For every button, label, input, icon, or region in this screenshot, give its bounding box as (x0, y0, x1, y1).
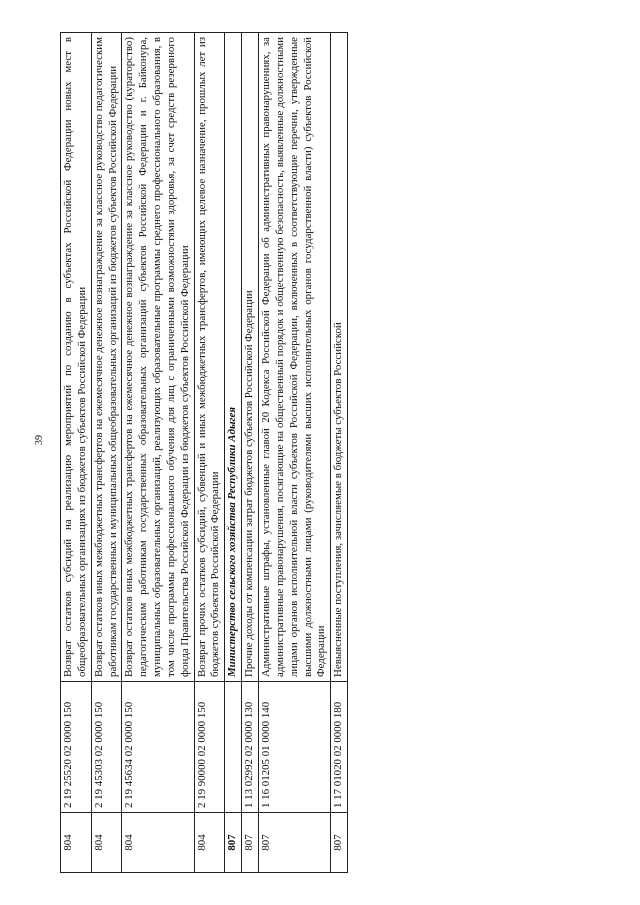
admin-code-cell: 807 (242, 813, 259, 873)
page-number: 39 (34, 435, 45, 445)
table-row (91, 33, 122, 873)
description-cell: Возврат прочих остатков субсидий, субвенций и иных межбюджетных трансфертов, имеющих целевое назначение, прошлых лет из бюджетов субъектов Российской Федерации (194, 33, 225, 682)
table-row (258, 33, 330, 873)
table-row (194, 33, 225, 873)
admin-code-cell: 804 (91, 813, 122, 873)
section-title-cell: Министерство сельского хозяйства Республики Адыгея (225, 33, 242, 682)
budget-code-cell (225, 682, 242, 813)
budget-code-cell: 1 13 02992 02 0000 130 (242, 682, 259, 813)
revenue-codes-table (60, 32, 348, 873)
table-row (331, 33, 348, 873)
admin-code-cell: 807 (331, 813, 348, 873)
budget-code-cell: 1 16 01205 01 0000 140 (258, 682, 330, 813)
table-row (122, 33, 194, 873)
admin-code-cell: 804 (194, 813, 225, 873)
table-row (61, 33, 92, 873)
budget-code-cell: 2 19 90000 02 0000 150 (194, 682, 225, 813)
admin-code-cell: 804 (122, 813, 194, 873)
table-row (242, 33, 259, 873)
description-cell: Прочие доходы от компенсации затрат бюджетов субъектов Российской Федерации (242, 33, 259, 682)
revenue-codes-table-rotated (60, 32, 581, 873)
description-cell: Невыясненные поступления, зачисляемые в бюджеты субъектов Российской (331, 33, 348, 682)
budget-code-cell: 2 19 45303 02 0000 150 (91, 682, 122, 813)
section-header-row (225, 33, 242, 873)
description-cell: Возврат остатков субсидий на реализацию мероприятий по созданию в субъектах Российской Федерации новых мест в общеобразовательных организациях из бюджетов субъектов Российской Федерации (61, 33, 92, 682)
description-cell: Возврат остатков иных межбюджетных трансфертов на ежемесячное денежное вознаграждение за классное руководство педагогическим работникам государственных и муниципальных общеобразовательных организаций из бюджетов субъектов Российской Федерации (91, 33, 122, 682)
admin-code-cell: 807 (225, 813, 242, 873)
admin-code-cell: 807 (258, 813, 330, 873)
budget-code-cell: 2 19 45634 02 0000 150 (122, 682, 194, 813)
description-cell: Возврат остатков иных межбюджетных трансфертов на ежемесячное денежное вознаграждение за классное руководство (кураторство) педагогическим работникам государственных образовательных организаций субъектов Российской Федерации и г. Байконура, муниципальных образовательных организаций, реализующих образовательные программы среднего профессионального образования, в том числе программы профессионального обучения для лиц с ограниченными возможностями здоровья, за счет средств резервного фонда Правительства Российской Федерации из бюджетов субъектов Российской Федерации (122, 33, 194, 682)
budget-code-cell: 2 19 25520 02 0000 150 (61, 682, 92, 813)
admin-code-cell: 804 (61, 813, 92, 873)
description-cell: Административные штрафы, установленные главой 20 Кодекса Российской Федерации об административных правонарушениях, за административные правонарушения, посягающие на общественный порядок и общественную безопасность, выявленные должностными лицами органов исполнительной власти субъектов Российской Федерации, включенных в соответствующие перечни, утвержденные высшими должностными лицами (руководителями высших исполнительных органов государственной власти) субъектов Российской Федерации (258, 33, 330, 682)
budget-code-cell: 1 17 01020 02 0000 180 (331, 682, 348, 813)
